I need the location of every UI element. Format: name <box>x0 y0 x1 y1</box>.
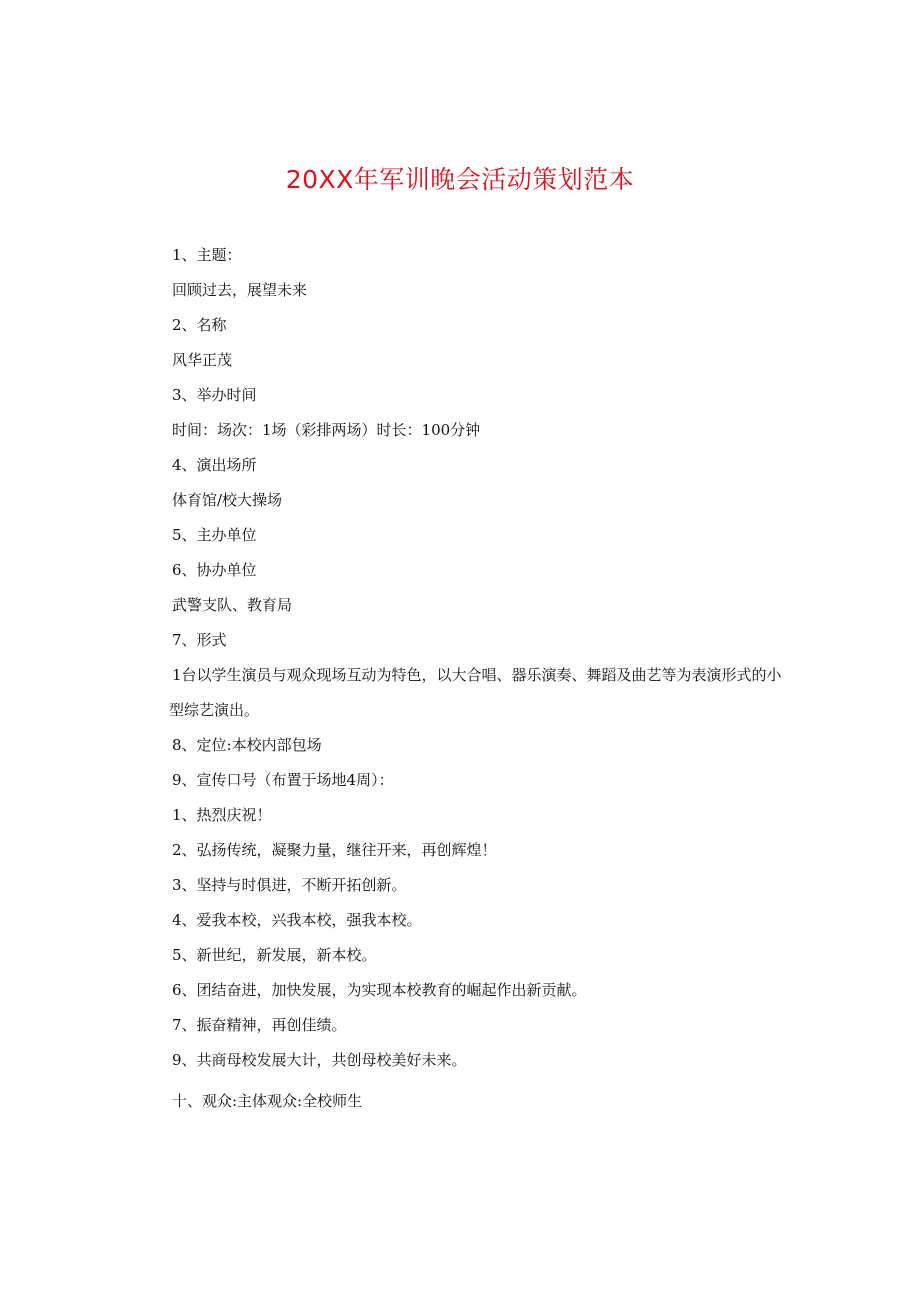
section-heading-format: 7、形式 <box>172 631 227 649</box>
positioning-text: 8、定位:本校内部包场 <box>172 736 322 754</box>
section-heading-time: 3、举办时间 <box>172 386 257 404</box>
co-organizer-text: 武警支队、教育局 <box>172 596 293 614</box>
section-heading-co-organizer: 6、协办单位 <box>172 561 257 579</box>
slogan-item: 7、振奋精神，再创佳绩。 <box>172 1016 347 1034</box>
time-text: 时间：场次：1场（彩排两场）时长：100分钟 <box>172 421 481 439</box>
section-heading-theme: 1、主题： <box>172 246 242 264</box>
name-text: 风华正茂 <box>172 351 233 369</box>
slogan-item: 5、新世纪，新发展，新本校。 <box>172 946 377 964</box>
theme-text: 回顾过去，展望未来 <box>172 281 308 299</box>
venue-text: 体育馆/校大操场 <box>172 491 283 509</box>
slogan-item: 4、爱我本校，兴我本校，强我本校。 <box>172 911 422 929</box>
format-paragraph: 1台以学生演员与观众现场互动为特色，以大合唱、器乐演奏、舞蹈及曲艺等为表演形式的小型综艺演出。 <box>169 666 782 719</box>
section-heading-organizer: 5、主办单位 <box>172 526 257 544</box>
document-title: 20XX年军训晚会活动策划范本 <box>285 165 635 194</box>
slogan-item: 2、弘扬传统，凝聚力量，继往开来，再创辉煌！ <box>172 841 497 859</box>
section-heading-slogans: 9、宣传口号（布置于场地4周）： <box>172 771 394 789</box>
slogan-item: 6、团结奋进，加快发展，为实现本校教育的崛起作出新贡献。 <box>172 981 587 999</box>
section-heading-venue: 4、演出场所 <box>172 456 257 474</box>
slogan-item: 1、热烈庆祝！ <box>172 806 272 824</box>
section-heading-name: 2、名称 <box>172 316 227 334</box>
slogan-item: 3、坚持与时俱进，不断开拓创新。 <box>172 876 407 894</box>
audience-text: 十、观众:主体观众:全校师生 <box>172 1092 363 1110</box>
slogan-item: 9、共商母校发展大计，共创母校美好未来。 <box>172 1051 467 1069</box>
document-body <box>169 238 792 1119</box>
